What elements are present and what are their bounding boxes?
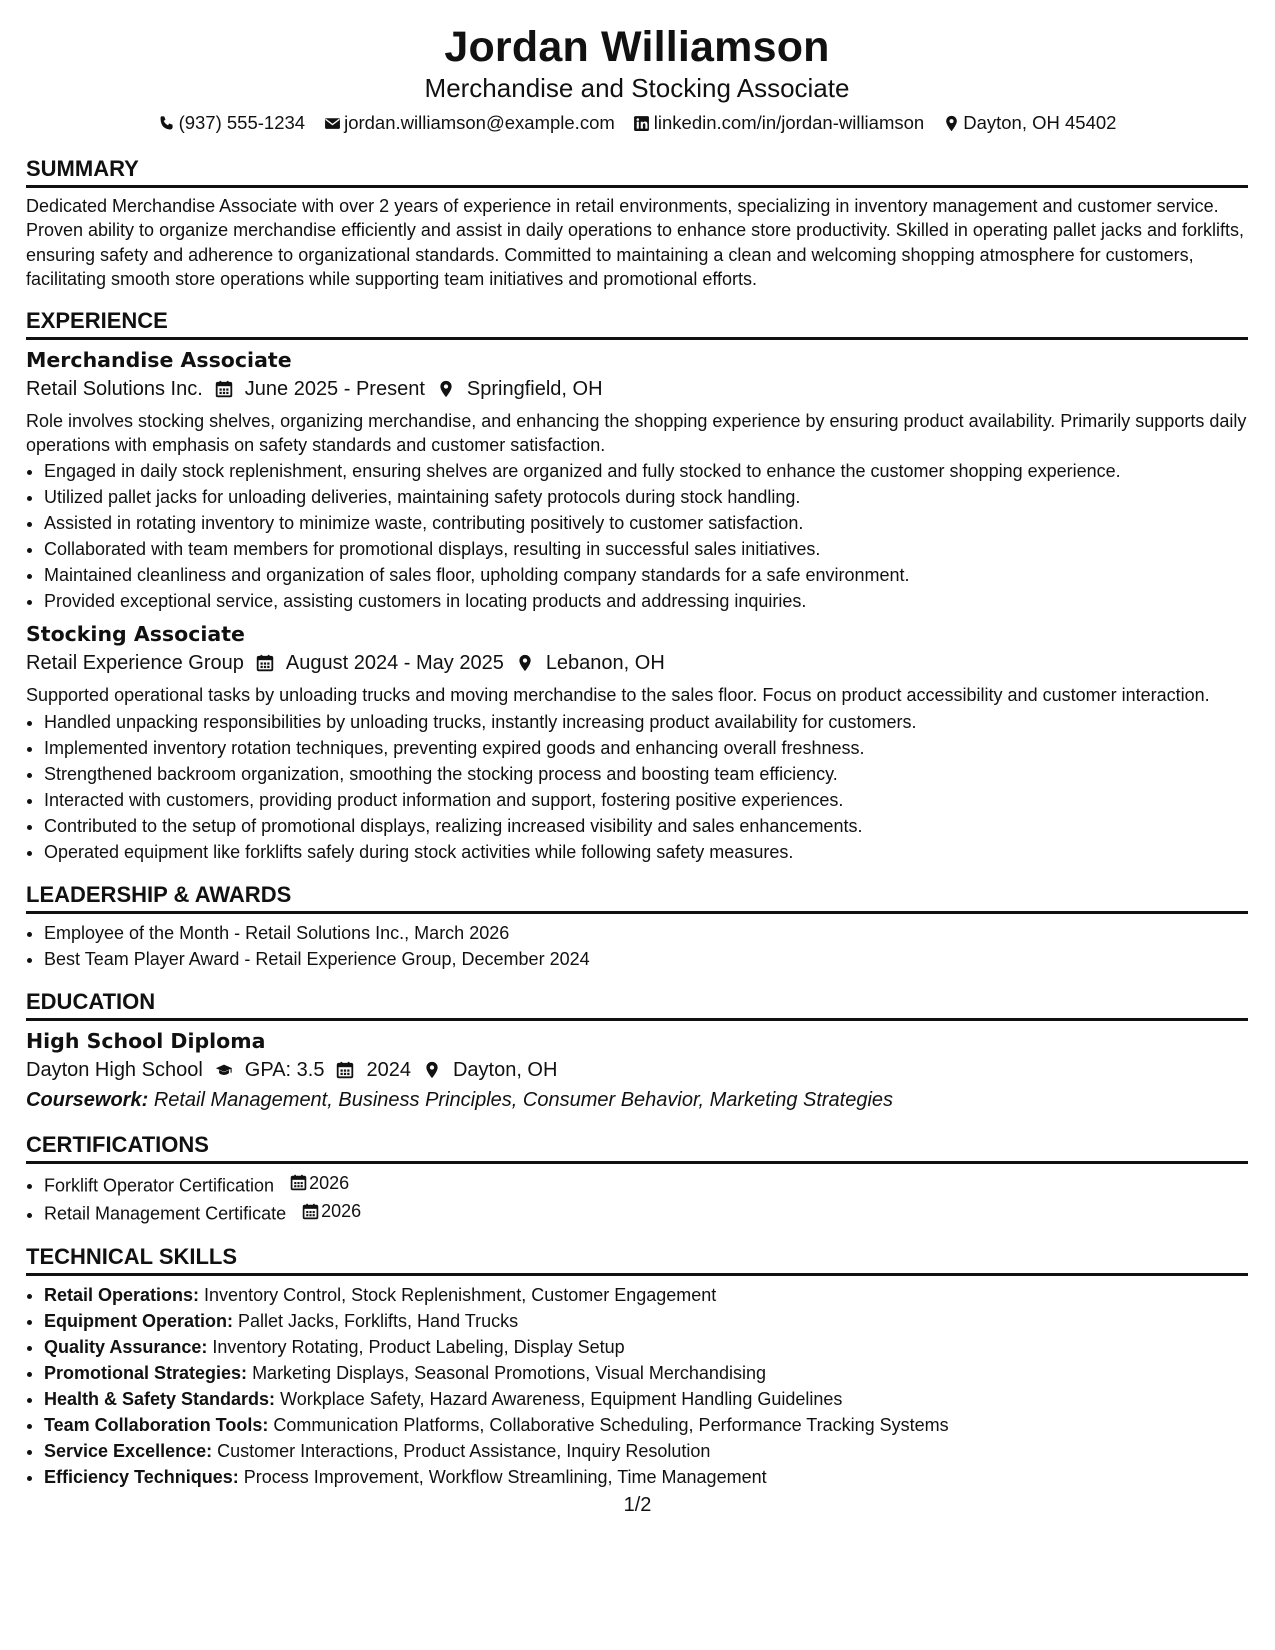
job-meta xyxy=(26,648,1248,678)
contact-linkedin[interactable] xyxy=(633,110,924,136)
cert-year: 2026 xyxy=(321,1201,362,1222)
skill-value: Workplace Safety, Hazard Awareness, Equipment Handling Guidelines xyxy=(280,1388,843,1409)
skill-value: Marketing Displays, Seasonal Promotions, Visual Merchandising xyxy=(252,1362,766,1383)
job-location: Lebanon, OH xyxy=(545,652,665,675)
list-item xyxy=(44,1170,1248,1199)
candidate-headline: Merchandise and Stocking Associate xyxy=(424,73,850,103)
skill-value: Inventory Rotating, Product Labeling, Display Setup xyxy=(212,1336,625,1357)
list-item: • Handled unpacking responsibilities by unloading trucks, instantly increasing product availability for customers. xyxy=(44,709,1248,735)
contact-phone[interactable] xyxy=(158,110,306,136)
section-title-awards: LEADERSHIP & AWARDS xyxy=(26,881,1248,914)
job-bullets xyxy=(26,709,1248,865)
skill-label: Health & Safety Standards: xyxy=(44,1388,276,1409)
section-title-experience: EXPERIENCE xyxy=(26,307,1248,340)
list-item: • Implemented inventory rotation techniques, preventing expired goods and enhancing overall freshness. xyxy=(44,735,1248,761)
list-item: • Maintained cleanliness and organization of sales floor, upholding company standards for a safe environment. xyxy=(44,562,1248,588)
coursework-text: Retail Management, Business Principles, Consumer Behavior, Marketing Strategies xyxy=(153,1088,894,1111)
skill-value: Customer Interactions, Product Assistance, Inquiry Resolution xyxy=(217,1440,711,1461)
job-location: Springfield, OH xyxy=(466,378,603,401)
list-item: • Assisted in rotating inventory to minimize waste, contributing positively to customer satisfaction. xyxy=(44,510,1248,536)
location-text: Dayton, OH 45402 xyxy=(963,112,1117,133)
education-entry xyxy=(26,1027,1248,1115)
section-title-skills: TECHNICAL SKILLS xyxy=(26,1243,1248,1276)
cert-name: Retail Management Certificate xyxy=(44,1203,287,1224)
school-location: Dayton, OH xyxy=(452,1058,558,1081)
degree-title: High School Diploma xyxy=(26,1028,266,1053)
skills-list xyxy=(26,1282,1248,1490)
candidate-name: Jordan Williamson xyxy=(444,23,830,71)
skill-label: Team Collaboration Tools: xyxy=(44,1414,269,1435)
skill-value: Process Improvement, Workflow Streamlining, Time Management xyxy=(243,1466,767,1487)
map-pin-icon xyxy=(516,654,534,672)
school-name: Dayton High School xyxy=(26,1058,203,1081)
list-item: • Employee of the Month - Retail Solutions Inc., March 2026 xyxy=(44,920,1248,946)
list-item: • Utilized pallet jacks for unloading deliveries, maintaining safety protocols during stock handling. xyxy=(44,484,1248,510)
calendar-icon xyxy=(301,1202,319,1220)
cert-name: Forklift Operator Certification xyxy=(44,1175,275,1196)
graduation-cap-icon xyxy=(215,1061,233,1079)
map-pin-icon xyxy=(437,380,455,398)
list-item xyxy=(44,1464,1248,1490)
list-item xyxy=(44,1360,1248,1386)
certifications-list xyxy=(26,1170,1248,1227)
linkedin-text: linkedin.com/in/jordan-williamson xyxy=(653,112,925,133)
list-item: • Contributed to the setup of promotional displays, realizing increased visibility and sales enhancements. xyxy=(44,813,1248,839)
skill-label: Promotional Strategies: xyxy=(44,1362,248,1383)
skill-label: Service Excellence: xyxy=(44,1440,213,1461)
skill-label: Equipment Operation: xyxy=(44,1310,233,1331)
calendar-icon xyxy=(256,654,274,672)
list-item: • Provided exceptional service, assisting customers in locating products and addressing inquiries. xyxy=(44,588,1248,614)
phone-icon xyxy=(158,114,176,132)
contact-location xyxy=(942,110,1116,136)
job-dates: June 2025 - Present xyxy=(244,378,425,401)
section-title-education: EDUCATION xyxy=(26,988,1248,1021)
job-meta xyxy=(26,374,1248,404)
page-indicator: 1/2 xyxy=(623,1494,652,1516)
phone-text: (937) 555-1234 xyxy=(178,112,306,133)
resume-header xyxy=(26,22,1248,136)
coursework-label: Coursework: xyxy=(26,1088,149,1111)
cert-date xyxy=(289,1170,349,1196)
job-company: Retail Solutions Inc. xyxy=(26,378,203,401)
job-description: Supported operational tasks by unloading trucks and moving merchandise to the sales floor. Focus on product accessibility and customer interaction. xyxy=(26,685,1210,706)
cert-year: 2026 xyxy=(309,1172,350,1193)
skill-value: Inventory Control, Stock Replenishment, Customer Engagement xyxy=(204,1284,717,1305)
job-dates: August 2024 - May 2025 xyxy=(285,652,504,675)
email-text: jordan.williamson@example.com xyxy=(344,112,615,133)
skill-label: Efficiency Techniques: xyxy=(44,1466,239,1487)
list-item: • Strengthened backroom organization, smoothing the stocking process and boosting team efficiency. xyxy=(44,761,1248,787)
list-item xyxy=(44,1412,1248,1438)
coursework xyxy=(26,1085,1248,1115)
list-item xyxy=(44,1282,1248,1308)
list-item xyxy=(44,1438,1248,1464)
list-item: • Operated equipment like forklifts safely during stock activities while following safety measures. xyxy=(44,839,1248,865)
linkedin-icon xyxy=(633,114,651,132)
calendar-icon xyxy=(215,380,233,398)
contact-bar xyxy=(26,110,1248,136)
list-item xyxy=(44,1386,1248,1412)
skill-label: Retail Operations: xyxy=(44,1284,200,1305)
section-title-certifications: CERTIFICATIONS xyxy=(26,1131,1248,1164)
job-company: Retail Experience Group xyxy=(26,652,244,675)
list-item: • Collaborated with team members for promotional displays, resulting in successful sales initiatives. xyxy=(44,536,1248,562)
map-pin-icon xyxy=(423,1061,441,1079)
calendar-icon xyxy=(336,1061,354,1079)
list-item xyxy=(44,1308,1248,1334)
skill-value: Communication Platforms, Collaborative Scheduling, Performance Tracking Systems xyxy=(273,1414,949,1435)
resume-page xyxy=(26,0,1248,1490)
calendar-icon xyxy=(289,1174,307,1192)
list-item xyxy=(44,1334,1248,1360)
skill-label: Quality Assurance: xyxy=(44,1336,208,1357)
education-meta xyxy=(26,1055,1248,1085)
job-title: Merchandise Associate xyxy=(26,348,292,373)
summary-text: Dedicated Merchandise Associate with over 2 years of experience in retail environments, specializing in inventory management and customer service. Proven ability to organize merchandise efficiently and assist in daily operations to enhance store productivity. Skilled in operating pallet jacks and forklifts, ensuring safety and adherence to organizational standards. Committed to maintaining a clean and welcoming shopping atmosphere for customers, facilitating smooth store operations while supporting team initiatives and promotional efforts. xyxy=(26,196,1244,289)
list-item: • Interacted with customers, providing product information and support, fostering positive experiences. xyxy=(44,787,1248,813)
contact-email[interactable] xyxy=(323,110,615,136)
map-pin-icon xyxy=(942,114,960,132)
envelope-icon xyxy=(323,114,341,132)
skill-value: Pallet Jacks, Forklifts, Hand Trucks xyxy=(238,1310,519,1331)
awards-list xyxy=(26,920,1248,972)
gpa: GPA: 3.5 xyxy=(244,1058,325,1081)
job-bullets xyxy=(26,458,1248,614)
job-description: Role involves stocking shelves, organizing merchandise, and enhancing the shopping experience by ensuring product availability. Primarily supports daily operations with emphasis on safety standards and customer satisfaction. xyxy=(26,411,1247,455)
list-item xyxy=(44,1198,1248,1227)
job-entry xyxy=(26,346,1248,614)
section-title-summary: SUMMARY xyxy=(26,155,1248,188)
job-title: Stocking Associate xyxy=(26,622,245,647)
cert-date xyxy=(301,1198,361,1224)
job-entry xyxy=(26,620,1248,865)
graduation-year: 2024 xyxy=(366,1058,411,1081)
list-item: • Engaged in daily stock replenishment, ensuring shelves are organized and fully stocked to enhance the customer shopping experience. xyxy=(44,458,1248,484)
list-item: • Best Team Player Award - Retail Experience Group, December 2024 xyxy=(44,946,1248,972)
